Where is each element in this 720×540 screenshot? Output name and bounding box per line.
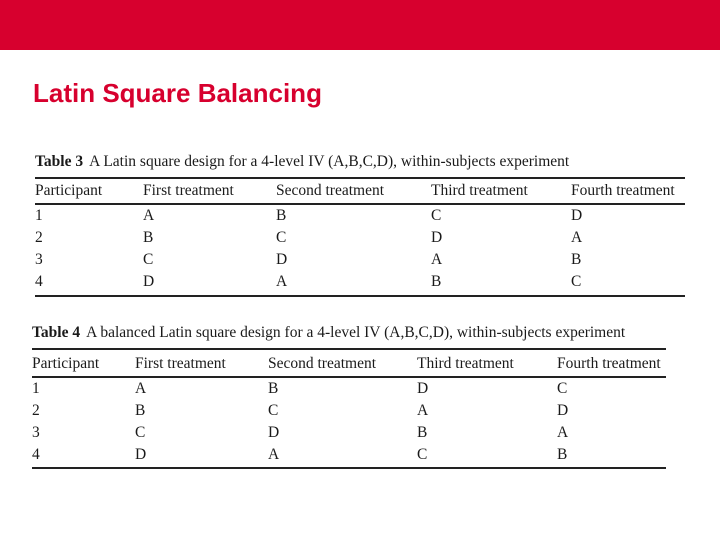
table-cell: A <box>571 229 583 246</box>
table-cell: D <box>417 380 429 397</box>
table-cell: 3 <box>35 251 43 268</box>
table-cell: A <box>431 251 443 268</box>
table-cell: A <box>557 424 569 441</box>
header-third-treatment: Third treatment <box>417 355 514 372</box>
table-cell: D <box>276 251 288 268</box>
table-cell: D <box>571 207 583 224</box>
table-cell: C <box>431 207 442 224</box>
table-cell: 4 <box>35 273 43 290</box>
table-top-rule <box>32 348 666 350</box>
header-second-treatment: Second treatment <box>268 355 377 372</box>
table-cell: A <box>143 207 155 224</box>
table-cell: 2 <box>35 229 43 246</box>
table-caption-text: A Latin square design for a 4-level IV (A,B,C,D), within-subjects experiment <box>89 153 570 170</box>
table-bottom-rule <box>35 295 685 297</box>
table-top-rule <box>35 177 685 179</box>
table-cell: D <box>143 273 155 290</box>
table-cell: A <box>135 380 147 397</box>
table-cell: D <box>431 229 443 246</box>
table-cell: B <box>135 402 146 419</box>
table-cell: C <box>135 424 146 441</box>
table-cell: A <box>276 273 288 290</box>
table-cell: C <box>268 402 279 419</box>
header-fourth-treatment: Fourth treatment <box>557 355 661 372</box>
header-first-treatment: First treatment <box>143 182 234 199</box>
table-header-rule <box>32 376 666 378</box>
table-cell: D <box>557 402 569 419</box>
table-caption <box>32 324 625 342</box>
table-caption-text: A balanced Latin square design for a 4-level IV (A,B,C,D), within-subjects experiment <box>86 324 626 341</box>
table-bottom-rule <box>32 467 666 469</box>
table-cell: C <box>571 273 582 290</box>
table-cell: 1 <box>32 380 40 397</box>
table-cell: 3 <box>32 424 40 441</box>
header-fourth-treatment: Fourth treatment <box>571 182 675 199</box>
header-third-treatment: Third treatment <box>431 182 528 199</box>
table-cell: B <box>431 273 442 290</box>
header-participant: Participant <box>32 355 100 372</box>
slide-title: Latin Square Balancing <box>33 78 322 108</box>
table-label: Table 4 <box>32 324 81 341</box>
table-cell: 4 <box>32 446 40 463</box>
top-banner <box>0 0 720 50</box>
header-second-treatment: Second treatment <box>276 182 385 199</box>
table-header-rule <box>35 203 685 205</box>
table-cell: B <box>276 207 287 224</box>
table-cell: B <box>417 424 428 441</box>
table-cell: B <box>143 229 154 246</box>
table-cell: A <box>417 402 429 419</box>
table-cell: C <box>417 446 428 463</box>
header-first-treatment: First treatment <box>135 355 226 372</box>
table-cell: B <box>557 446 568 463</box>
table-cell: C <box>143 251 154 268</box>
table-cell: B <box>571 251 582 268</box>
table-cell: D <box>268 424 280 441</box>
table-cell: 2 <box>32 402 40 419</box>
table-cell: B <box>268 380 279 397</box>
table-cell: C <box>557 380 568 397</box>
table-caption <box>35 153 569 171</box>
table-label: Table 3 <box>35 153 84 170</box>
table-cell: A <box>268 446 280 463</box>
header-participant: Participant <box>35 182 103 199</box>
table-cell: 1 <box>35 207 43 224</box>
table-cell: C <box>276 229 287 246</box>
table-cell: D <box>135 446 147 463</box>
